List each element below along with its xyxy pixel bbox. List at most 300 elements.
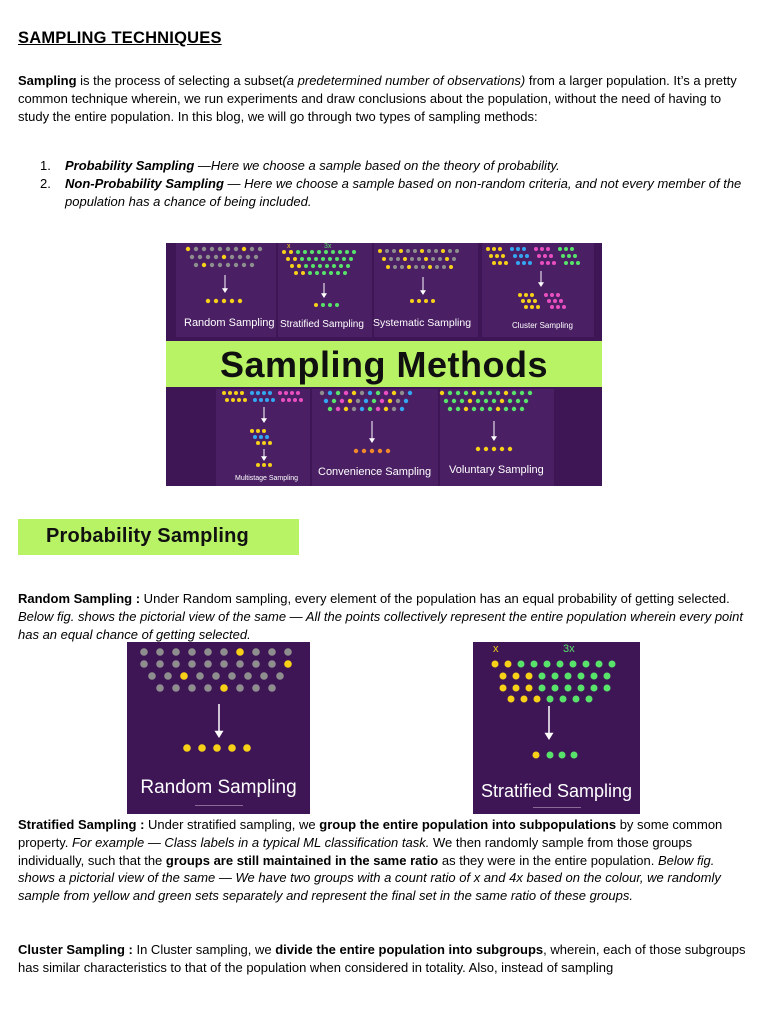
banner-dot <box>492 399 496 403</box>
banner-dot <box>528 261 532 265</box>
banner-dot <box>525 254 529 258</box>
banner-dot <box>281 398 285 402</box>
banner-dot <box>278 391 282 395</box>
random-term: Random Sampling : <box>18 591 141 606</box>
banner-dot <box>360 407 364 411</box>
list-item <box>18 175 753 211</box>
banner-dot <box>356 399 360 403</box>
banner-dot <box>543 254 547 258</box>
banner-dot <box>287 398 291 402</box>
banner-dot <box>328 257 332 261</box>
banner-dot <box>442 265 446 269</box>
banner-dot <box>206 255 210 259</box>
population-dot <box>220 660 228 668</box>
arrow-head <box>222 288 228 293</box>
banner-dot <box>552 261 556 265</box>
stratified-text-4: as they were in the entire population. <box>438 852 658 868</box>
population-dot <box>500 673 507 680</box>
banner-dot <box>259 435 263 439</box>
banner-dot <box>344 391 348 395</box>
banner-dot <box>392 407 396 411</box>
banner-dot <box>533 299 537 303</box>
cluster-text-1: In Cluster sampling, we <box>132 942 276 957</box>
banner-dot <box>225 398 229 402</box>
population-dot <box>526 685 533 692</box>
population-dot <box>172 660 180 668</box>
arrow-head <box>261 418 267 423</box>
population-dot <box>505 661 512 668</box>
banner-dot <box>546 261 550 265</box>
banner-dot <box>307 257 311 261</box>
banner-dot <box>498 247 502 251</box>
population-dot <box>604 673 611 680</box>
banner-dot <box>435 265 439 269</box>
banner-dot <box>449 265 453 269</box>
banner-dot <box>476 399 480 403</box>
list-term: Non-Probability Sampling <box>65 175 224 191</box>
banner-dot <box>527 299 531 303</box>
banner-dot <box>393 265 397 269</box>
banner-dot <box>553 299 557 303</box>
population-dot <box>573 696 580 703</box>
banner-dot <box>496 391 500 395</box>
banner-tag-3x: 3x <box>324 243 332 250</box>
banner-dot <box>338 250 342 254</box>
arrow-head <box>420 290 426 295</box>
population-dot <box>236 684 244 692</box>
banner-dot <box>271 398 275 402</box>
banner-dot <box>484 447 488 451</box>
list-desc: —Here we choose a sample based on the theory of probability. <box>194 158 560 173</box>
banner-dot <box>464 407 468 411</box>
sample-dot <box>559 752 566 759</box>
banner-dot <box>256 441 260 445</box>
sampling-methods-banner <box>166 243 602 486</box>
banner-dot <box>222 255 226 259</box>
banner-dot <box>522 261 526 265</box>
population-dot <box>220 684 228 692</box>
banner-dot <box>516 399 520 403</box>
banner-dot <box>230 255 234 259</box>
banner-label-cluster: Cluster Sampling <box>512 321 573 330</box>
banner-dot <box>464 391 468 395</box>
banner-dot <box>265 435 269 439</box>
arrow-head <box>261 456 267 461</box>
banner-dot <box>310 250 314 254</box>
banner-dot <box>360 391 364 395</box>
section-heading: Probability Sampling <box>46 525 249 547</box>
banner-dot <box>441 249 445 253</box>
population-dot <box>228 672 236 680</box>
banner-dot <box>431 257 435 261</box>
banner-dot <box>296 250 300 254</box>
banner-dot <box>427 249 431 253</box>
methods-list <box>18 157 753 210</box>
banner-dot <box>492 247 496 251</box>
banner-label-random: Random Sampling <box>184 317 275 329</box>
banner-dot <box>254 255 258 259</box>
banner-dot <box>231 398 235 402</box>
sample-dot <box>198 744 206 752</box>
banner-dot <box>417 257 421 261</box>
banner-dot <box>480 391 484 395</box>
banner-dot <box>354 449 358 453</box>
banner-dot <box>400 407 404 411</box>
population-dot <box>140 648 148 656</box>
banner-dot <box>508 399 512 403</box>
banner-dot <box>339 264 343 268</box>
banner-dot <box>352 391 356 395</box>
banner-dot <box>567 254 571 258</box>
banner-label-multistage: Multistage Sampling <box>235 475 299 482</box>
banner-dot <box>512 407 516 411</box>
banner-dot <box>382 257 386 261</box>
banner-dot <box>468 399 472 403</box>
banner-dot <box>300 257 304 261</box>
banner-dot <box>556 293 560 297</box>
banner-dot <box>256 429 260 433</box>
banner-dot <box>340 399 344 403</box>
banner-dot <box>396 257 400 261</box>
population-dot <box>220 648 228 656</box>
banner-dot <box>329 271 333 275</box>
banner-dot <box>328 303 332 307</box>
banner-dot <box>368 407 372 411</box>
banner-dot <box>549 254 553 258</box>
banner-dot <box>386 449 390 453</box>
banner-dot <box>385 249 389 253</box>
list-number: 2. <box>40 175 51 191</box>
banner-dot <box>562 305 566 309</box>
banner-dot <box>576 261 580 265</box>
banner-dot <box>342 257 346 261</box>
banner-dot <box>384 407 388 411</box>
population-dot <box>196 672 204 680</box>
banner-dot <box>324 399 328 403</box>
arrow-head <box>369 438 375 443</box>
banner-dot <box>504 391 508 395</box>
banner-dot <box>501 254 505 258</box>
banner-dot <box>293 398 297 402</box>
banner-dot <box>504 261 508 265</box>
banner-dot <box>210 263 214 267</box>
banner-dot <box>540 247 544 251</box>
banner-dot <box>317 250 321 254</box>
cluster-text-2: , wherein, each of those subgroups has similar characteristics to that of the population when considered in totality. Also, instead of sampling <box>18 942 746 975</box>
banner-dot <box>431 299 435 303</box>
population-dot <box>526 673 533 680</box>
banner-dot <box>344 407 348 411</box>
banner-dot <box>452 257 456 261</box>
banner-dot <box>508 447 512 451</box>
banner-dot <box>400 391 404 395</box>
banner-dot <box>488 391 492 395</box>
population-dot <box>204 648 212 656</box>
banner-dot <box>573 254 577 258</box>
banner-dot <box>297 264 301 268</box>
population-dot <box>188 684 196 692</box>
banner-dot <box>194 247 198 251</box>
banner-dot <box>498 261 502 265</box>
banner-dot <box>492 447 496 451</box>
intro-text-1: is the process of selecting a subset <box>76 73 283 88</box>
banner-dot <box>521 299 525 303</box>
arrow-head <box>545 733 554 740</box>
banner-dot <box>472 407 476 411</box>
banner-dot <box>345 250 349 254</box>
banner-dot <box>186 247 190 251</box>
banner-dot <box>396 399 400 403</box>
population-dot <box>268 660 276 668</box>
banner-dot <box>440 391 444 395</box>
banner-dot <box>240 391 244 395</box>
banner-dot <box>262 429 266 433</box>
banner-dot <box>242 263 246 267</box>
banner-dot <box>336 391 340 395</box>
population-dot <box>204 660 212 668</box>
population-dot <box>513 673 520 680</box>
population-dot <box>586 696 593 703</box>
banner-dot <box>372 399 376 403</box>
banner-dot <box>520 391 524 395</box>
stratified-sampling-figure <box>473 642 640 814</box>
banner-dot <box>389 257 393 261</box>
banner-dot <box>289 250 293 254</box>
banner-dot <box>558 247 562 251</box>
banner-dot <box>410 299 414 303</box>
banner-dot <box>410 257 414 261</box>
stratified-text-2: by some common property. <box>18 817 723 850</box>
banner-dot <box>516 261 520 265</box>
banner-dot <box>296 391 300 395</box>
banner-dot <box>250 429 254 433</box>
population-dot <box>172 648 180 656</box>
sample-dot <box>243 744 251 752</box>
sample-dot <box>533 752 540 759</box>
banner-dot <box>268 463 272 467</box>
sample-dot <box>183 744 191 752</box>
population-dot <box>268 684 276 692</box>
banner-dot <box>321 303 325 307</box>
banner-dot <box>530 293 534 297</box>
banner-dot <box>480 407 484 411</box>
population-dot <box>591 673 598 680</box>
banner-dot <box>407 265 411 269</box>
list-number: 1. <box>40 158 51 173</box>
population-dot <box>236 660 244 668</box>
banner-dot <box>262 391 266 395</box>
list-desc: — Here we choose a sample based on non-random criteria, and not every member of the population has a chance of being included. <box>65 175 742 209</box>
banner-dot <box>293 257 297 261</box>
banner-dot <box>230 299 234 303</box>
banner-dot <box>546 247 550 251</box>
banner-dot <box>448 249 452 253</box>
population-dot <box>508 696 515 703</box>
banner-dot <box>413 249 417 253</box>
population-dot <box>513 685 520 692</box>
banner-dot <box>489 254 493 258</box>
population-dot <box>565 673 572 680</box>
banner-dot <box>325 264 329 268</box>
banner-dot <box>294 271 298 275</box>
caption-underline <box>533 807 581 808</box>
stratified-sampling-paragraph <box>18 816 753 905</box>
banner-dot <box>256 391 260 395</box>
banner-dot <box>564 261 568 265</box>
banner-dot <box>198 255 202 259</box>
list-item <box>18 157 753 175</box>
banner-dot <box>336 271 340 275</box>
population-dot <box>156 648 164 656</box>
intro-text-2: from a larger population. It’s a pretty common technique wherein, we run experiments and draw conclusions about the population, without the need of having to study the entire population. In this blog, we will go through two types of sampling methods: <box>18 73 737 124</box>
banner-dot <box>495 254 499 258</box>
population-dot <box>164 672 172 680</box>
arrow-head <box>321 293 327 298</box>
banner-dot <box>455 249 459 253</box>
banner-dot <box>282 250 286 254</box>
population-dot <box>591 685 598 692</box>
banner-dot <box>218 247 222 251</box>
population-dot <box>156 684 164 692</box>
stratified-term: Stratified Sampling : <box>18 817 145 832</box>
cluster-bold-1: divide the entire population into subgroups <box>275 942 544 957</box>
banner-dot <box>486 247 490 251</box>
sample-dot <box>547 752 554 759</box>
banner-dot <box>194 263 198 267</box>
banner-dot <box>512 391 516 395</box>
banner-label-convenience: Convenience Sampling <box>318 466 432 478</box>
banner-dot <box>332 399 336 403</box>
banner-dot <box>346 264 350 268</box>
banner-dot <box>388 399 392 403</box>
population-dot <box>244 672 252 680</box>
banner-dot <box>349 257 353 261</box>
population-dot <box>578 673 585 680</box>
banner-dot <box>404 399 408 403</box>
population-dot <box>204 684 212 692</box>
population-dot <box>492 661 499 668</box>
probability-sampling-heading-box <box>18 519 299 555</box>
population-dot <box>180 672 188 680</box>
intro-italic: (a predetermined number of observations) <box>282 73 526 88</box>
sample-dot <box>213 744 221 752</box>
banner-dot <box>452 399 456 403</box>
population-dot <box>547 696 554 703</box>
banner-dot <box>290 391 294 395</box>
banner-dot <box>456 407 460 411</box>
banner-dot <box>376 407 380 411</box>
banner-dot <box>519 254 523 258</box>
banner-dot <box>524 305 528 309</box>
sample-dot <box>571 752 578 759</box>
caption-underline <box>195 805 243 806</box>
banner-dot <box>314 257 318 261</box>
banner-dot <box>540 261 544 265</box>
banner-dot <box>424 299 428 303</box>
banner-dot <box>518 293 522 297</box>
banner-dot <box>376 391 380 395</box>
banner-dot <box>530 305 534 309</box>
banner-dot <box>420 249 424 253</box>
banner-dot <box>290 264 294 268</box>
banner-dot <box>516 247 520 251</box>
banner-dot <box>311 264 315 268</box>
banner-dot <box>362 449 366 453</box>
banner-dot <box>400 265 404 269</box>
stratified-figure-caption: Stratified Sampling <box>480 781 633 801</box>
banner-dot <box>214 255 218 259</box>
banner-dot <box>228 391 232 395</box>
banner-dot <box>544 293 548 297</box>
population-dot <box>518 661 525 668</box>
banner-dot <box>370 449 374 453</box>
banner-dot <box>460 399 464 403</box>
population-dot <box>534 696 541 703</box>
banner-dot <box>299 398 303 402</box>
banner-dot <box>550 293 554 297</box>
population-dot <box>140 660 148 668</box>
banner-dot <box>243 398 247 402</box>
stratified-text-3: We then randomly sample from those groups individually, such that the <box>18 834 693 868</box>
banner-dot <box>408 391 412 395</box>
banner-dot <box>343 271 347 275</box>
stratified-text-1: Under stratified sampling, we <box>144 817 320 832</box>
banner-dot <box>392 391 396 395</box>
population-dot <box>500 685 507 692</box>
banner-dot <box>496 407 500 411</box>
population-dot <box>578 685 585 692</box>
banner-dot <box>438 257 442 261</box>
banner-dot <box>250 391 254 395</box>
population-dot <box>252 660 260 668</box>
banner-dot <box>335 303 339 307</box>
banner-dot <box>392 249 396 253</box>
banner-dot <box>550 305 554 309</box>
banner-dot <box>336 407 340 411</box>
banner-dot <box>570 247 574 251</box>
banner-dot <box>256 463 260 467</box>
population-dot <box>552 685 559 692</box>
banner-dot <box>286 257 290 261</box>
banner-dot <box>448 391 452 395</box>
cluster-term: Cluster Sampling : <box>18 942 133 957</box>
banner-dot <box>510 247 514 251</box>
banner-dot <box>492 261 496 265</box>
banner-dot <box>561 254 565 258</box>
banner-dot <box>303 250 307 254</box>
list-term: Probability Sampling <box>65 158 195 173</box>
banner-dot <box>556 305 560 309</box>
random-text-1: Under Random sampling, every element of the population has an equal probability of getting selected. <box>140 591 730 606</box>
population-dot <box>236 648 244 656</box>
banner-dot <box>421 265 425 269</box>
banner-dot <box>314 303 318 307</box>
banner-dot <box>214 299 218 303</box>
banner-dot <box>222 299 226 303</box>
banner-dot <box>570 261 574 265</box>
banner-dot <box>262 463 266 467</box>
banner-dot <box>534 247 538 251</box>
banner-dot <box>380 399 384 403</box>
banner-dot <box>500 447 504 451</box>
population-dot <box>284 660 292 668</box>
banner-dot <box>378 449 382 453</box>
banner-dot <box>206 299 210 303</box>
banner-title: Sampling Methods <box>219 344 548 385</box>
banner-dot <box>242 247 246 251</box>
intro-paragraph <box>18 72 753 125</box>
banner-dot <box>259 398 263 402</box>
